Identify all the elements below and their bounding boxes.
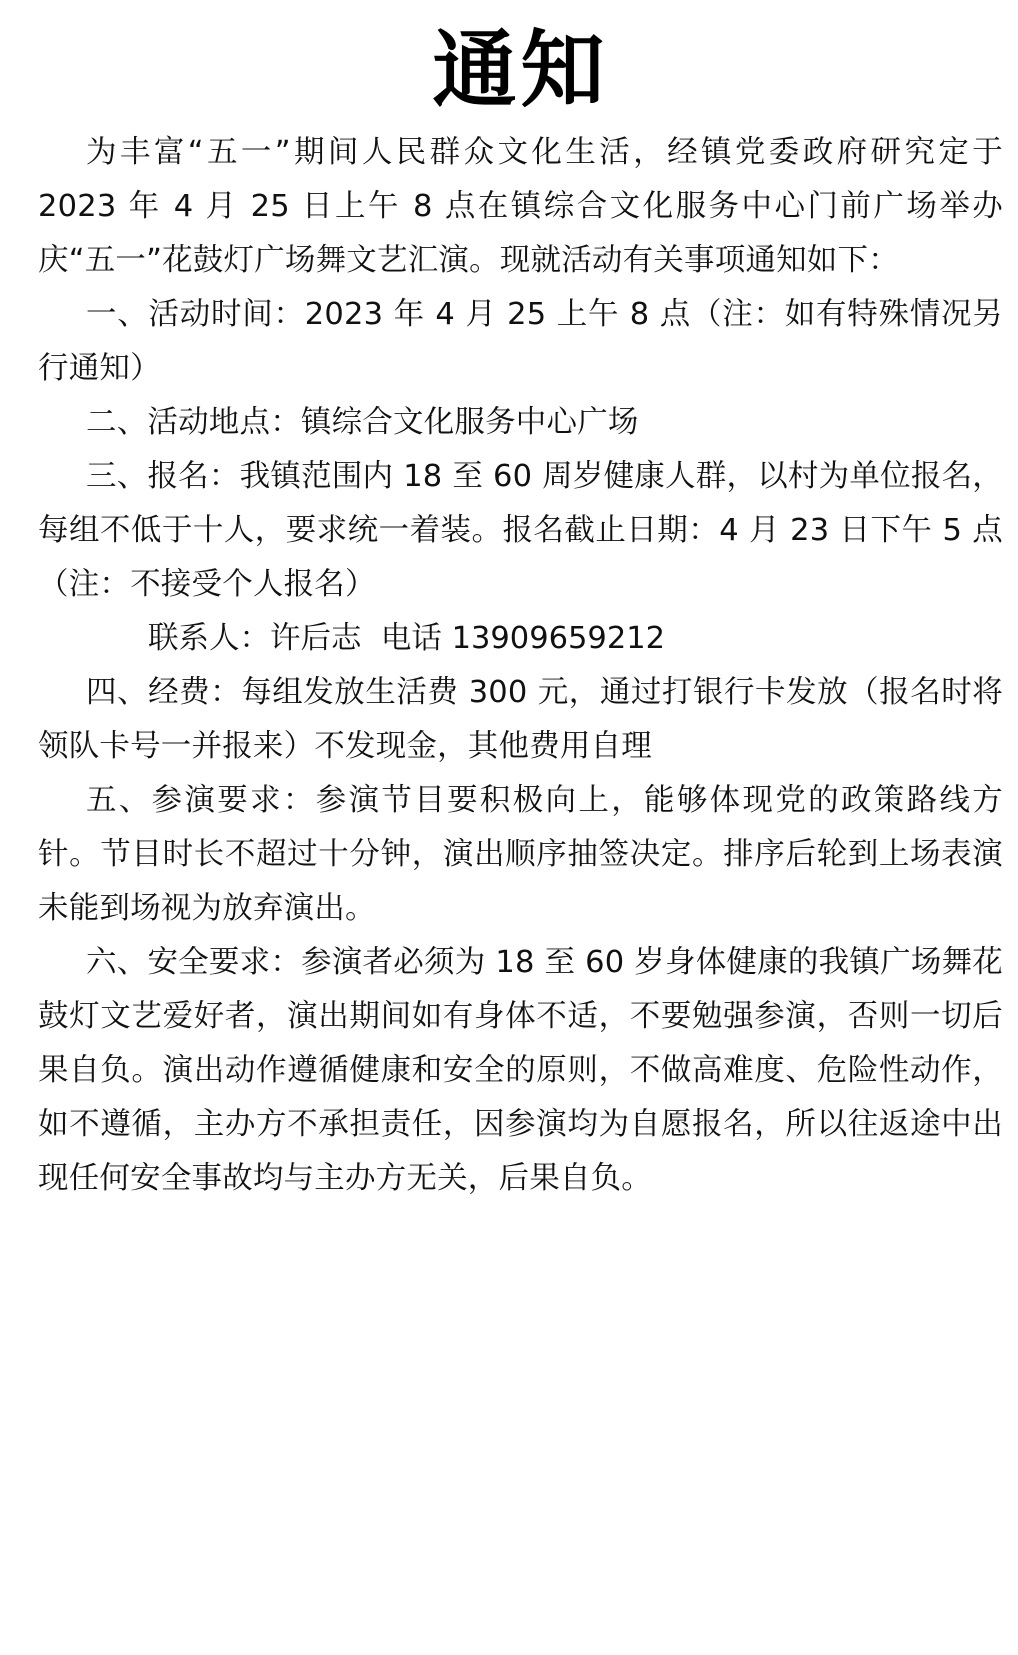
item-signup: 三、报名：我镇范围内 18 至 60 周岁健康人群，以村为单位报名，每组不低于十人，要求统一着装。报名截止日期：4 月 23 日下午 5 点（注：不接受个人报名） — [38, 459, 1003, 602]
item-activity-place: 二、活动地点：镇综合文化服务中心广场 — [86, 405, 639, 440]
item-activity-time: 一、活动时间：2023 年 4 月 25 上午 8 点（注：如有特殊情况另行通知） — [38, 297, 1003, 386]
item-safety-requirements: 六、安全要求：参演者必须为 18 至 60 岁身体健康的我镇广场舞花鼓灯文艺爱好者，演出期间如有身体不适，不要勉强参演，否则一切后果自负。演出动作遵循健康和安全的原则，不做高难度、危险性动作，如不遵循，主办方不承担责任，因参演均为自愿报名，所以往返途中出现任何安全事故均与主办方无关，后果自负。 — [38, 945, 1003, 1196]
contact-line: 联系人：许后志 电话 13909659212 — [148, 621, 666, 656]
item-funding: 四、经费：每组发放生活费 300 元，通过打银行卡发放（报名时将领队卡号一并报来）不发现金，其他费用自理 — [38, 675, 1003, 764]
notice-body — [38, 126, 1003, 1206]
item-performance-requirements: 五、参演要求：参演节目要积极向上，能够体现党的政策路线方针。节目时长不超过十分钟，演出顺序抽签决定。排序后轮到上场表演未能到场视为放弃演出。 — [38, 783, 1003, 926]
notice-document — [38, 0, 1003, 1196]
notice-title: 通知 — [432, 21, 609, 119]
intro-paragraph: 为丰富“五一”期间人民群众文化生活，经镇党委政府研究定于 2023 年 4 月 25 日上午 8 点在镇综合文化服务中心门前广场举办庆“五一”花鼓灯广场舞文艺汇演。现就活动有关事项通知如下： — [38, 135, 1003, 278]
